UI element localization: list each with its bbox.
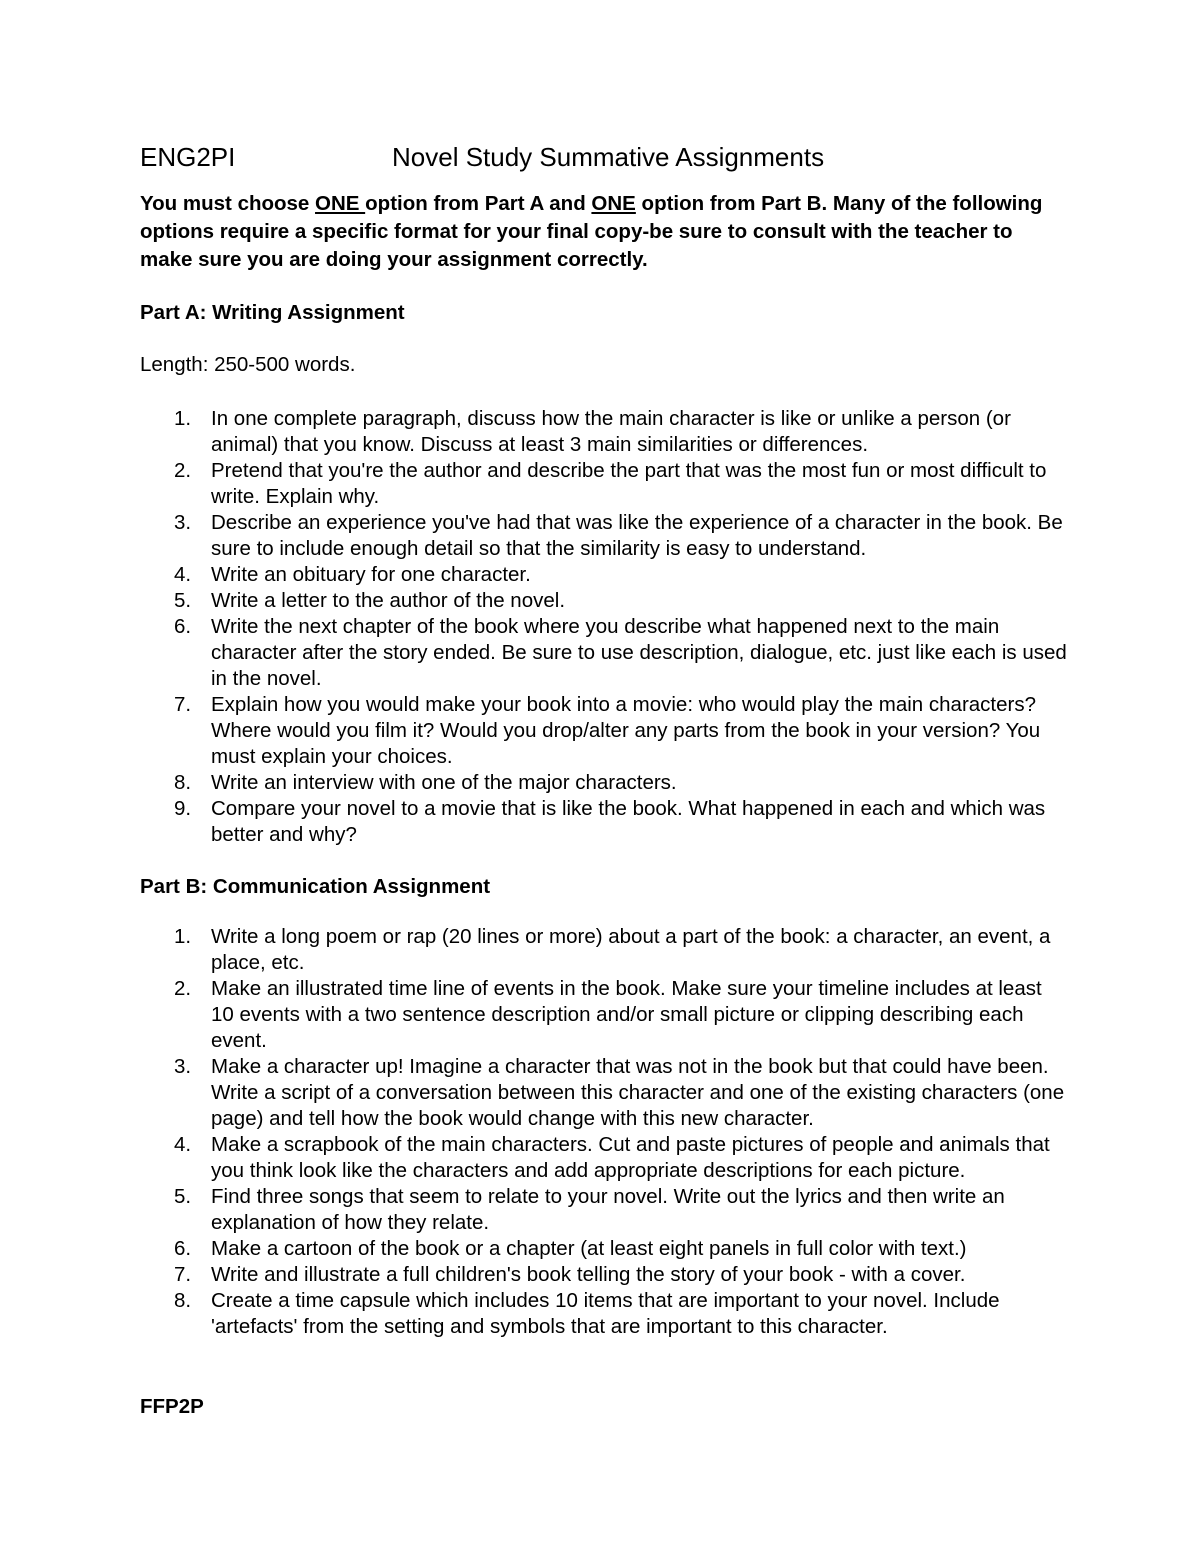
list-item-text: Make a cartoon of the book or a chapter (at least eight panels in full color with text.) — [211, 1237, 967, 1260]
list-item-text: Find three songs that seem to relate to your novel. Write out the lyrics and then write an explanation of how they relate. — [211, 1185, 1005, 1234]
list-item — [140, 1132, 1070, 1184]
course-code: ENG2PI — [140, 142, 236, 172]
instructions-text: option from Part A and — [365, 192, 592, 215]
list-item — [140, 406, 1070, 458]
list-item-number: 6. — [174, 1237, 192, 1260]
part-a-list — [140, 406, 1070, 848]
list-item-number: 5. — [174, 1185, 192, 1208]
list-item — [140, 458, 1070, 510]
list-item — [140, 510, 1070, 562]
list-item-number: 2. — [174, 977, 192, 1000]
list-item-number: 6. — [174, 615, 192, 638]
list-item-text: Explain how you would make your book into a movie: who would play the main characters? Where would you film it? Would you drop/alter any parts from the book in your version? You must explain your choices. — [211, 693, 1041, 768]
list-item-number: 1. — [174, 925, 192, 948]
list-item — [140, 770, 1070, 796]
part-b-heading: Part B: Communication Assignment — [140, 875, 491, 898]
list-item-number: 8. — [174, 1289, 192, 1312]
list-item — [140, 796, 1070, 848]
list-item-text: Write a long poem or rap (20 lines or more) about a part of the book: a character, an event, a place, etc. — [211, 925, 1051, 974]
list-item-text: Create a time capsule which includes 10 items that are important to your novel. Include 'artefacts' from the setting and symbols that are important to this character. — [211, 1289, 1000, 1338]
footer-code: FFP2P — [140, 1395, 204, 1418]
instructions-emphasis-one: ONE — [315, 192, 366, 215]
list-item — [140, 588, 1070, 614]
list-item-number: 8. — [174, 771, 192, 794]
list-item-number: 7. — [174, 693, 192, 716]
instructions-text: You must choose — [140, 192, 316, 215]
list-item-text: Write and illustrate a full children's book telling the story of your book - with a cover. — [211, 1263, 966, 1286]
list-item-text: Write the next chapter of the book where you describe what happened next to the main character after the story ended. Be sure to use description, dialogue, etc. just like each is used in the novel. — [211, 615, 1067, 690]
part-b-list — [140, 924, 1070, 1340]
instructions-emphasis-one: ONE — [591, 192, 636, 215]
list-item — [140, 976, 1070, 1054]
list-item — [140, 1288, 1070, 1340]
document-header — [140, 142, 824, 173]
list-item-number: 3. — [174, 511, 192, 534]
instructions-text: . Many of the following options require a specific format for your final copy-be sure to consult with the teacher to make sure you are doing your assignment correctly. — [140, 192, 1043, 271]
list-item — [140, 1054, 1070, 1132]
list-item-text: Write a letter to the author of the novel. — [211, 589, 566, 612]
list-item-text: Pretend that you're the author and describe the part that was the most fun or most difficult to write. Explain why. — [211, 459, 1047, 508]
list-item-number: 7. — [174, 1263, 192, 1286]
part-a-heading: Part A: Writing Assignment — [140, 301, 405, 324]
list-item-text: Write an obituary for one character. — [211, 563, 531, 586]
list-item-number: 1. — [174, 407, 192, 430]
list-item — [140, 1236, 1070, 1262]
list-item-text: Make an illustrated time line of events in the book. Make sure your timeline includes at least 10 events with a two sentence description and/or small picture or clipping describing each event. — [211, 977, 1042, 1052]
list-item-text: Make a character up! Imagine a character that was not in the book but that could have been. Write a script of a conversation between this character and one of the existing characters (one page) and tell how the book would change with this new character. — [211, 1055, 1065, 1130]
list-item — [140, 1262, 1070, 1288]
list-item-text: Describe an experience you've had that was like the experience of a character in the book. Be sure to include enough detail so that the similarity is easy to understand. — [211, 511, 1063, 560]
list-item-number: 3. — [174, 1055, 192, 1078]
list-item-number: 9. — [174, 797, 192, 820]
list-item-text: Make a scrapbook of the main characters. Cut and paste pictures of people and animals that you think look like the characters and add appropriate descriptions for each picture. — [211, 1133, 1050, 1182]
list-item-number: 4. — [174, 563, 192, 586]
list-item-text: Write an interview with one of the major characters. — [211, 771, 677, 794]
list-item — [140, 924, 1070, 976]
list-item-number: 5. — [174, 589, 192, 612]
list-item-number: 4. — [174, 1133, 192, 1156]
list-item-text: Compare your novel to a movie that is like the book. What happened in each and which was better and why? — [211, 797, 1046, 846]
list-item — [140, 562, 1070, 588]
instructions-text: option from Part B — [635, 192, 822, 215]
list-item — [140, 614, 1070, 692]
instructions-paragraph — [140, 190, 1070, 274]
list-item-text: In one complete paragraph, discuss how the main character is like or unlike a person (or animal) that you know. Discuss at least 3 main similarities or differences. — [211, 407, 1011, 456]
list-item — [140, 1184, 1070, 1236]
list-item-number: 2. — [174, 459, 192, 482]
length-requirement: Length: 250-500 words. — [140, 353, 356, 376]
document-title: Novel Study Summative Assignments — [392, 142, 825, 172]
list-item — [140, 692, 1070, 770]
